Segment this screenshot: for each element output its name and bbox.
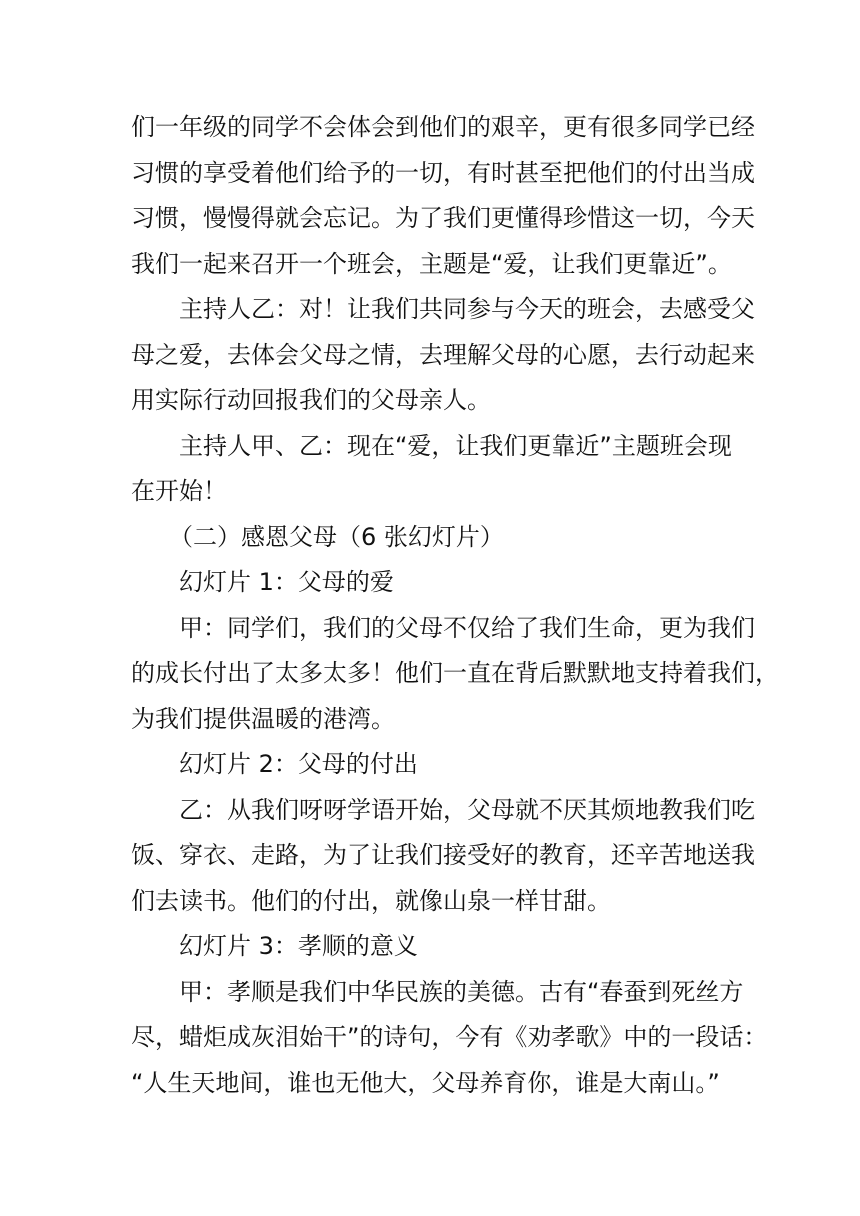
document-body bbox=[131, 105, 779, 1106]
text-line: 习惯的享受着他们给予的一切，有时甚至把他们的付出当成 bbox=[131, 158, 755, 187]
text-line: 饭、穿衣、走路，为了让我们接受好的教育，还辛苦地送我 bbox=[131, 841, 755, 869]
section-heading: （二）感恩父母（6 张幻灯片） bbox=[169, 522, 504, 551]
text-line: 为我们提供温暖的港湾。 bbox=[131, 704, 395, 733]
text-line: 甲：同学们，我们的父母不仅给了我们生命，更为我们 bbox=[179, 613, 755, 642]
text-line: 我们一起来召开一个班会，主题是“爱，让我们更靠近”。 bbox=[131, 249, 732, 278]
slide-heading: 幻灯片 1：父母的爱 bbox=[179, 568, 394, 596]
text-line: 母之爱，去体会父母之情，去理解父母的心愿，去行动起来 bbox=[131, 340, 755, 369]
text-line: 们一年级的同学不会体会到他们的艰辛，更有很多同学已经 bbox=[131, 113, 755, 141]
slide-heading: 幻灯片 3：孝顺的意义 bbox=[179, 932, 418, 960]
text-line: 乙：从我们呀呀学语开始，父母就不厌其烦地教我们吃 bbox=[179, 795, 755, 824]
text-line: 甲：孝顺是我们中华民族的美德。古有“春蚕到死丝方 bbox=[179, 977, 744, 1006]
slide-heading: 幻灯片 2：父母的付出 bbox=[179, 750, 418, 778]
text-line: 在开始！ bbox=[131, 477, 227, 505]
text-line: 尽，蜡炬成灰泪始干”的诗句，今有《劝孝歌》中的一段话： bbox=[131, 1023, 768, 1051]
text-line: 的成长付出了太多太多！他们一直在背后默默地支持着我们， bbox=[131, 659, 779, 687]
text-line: 主持人乙：对！让我们共同参与今天的班会，去感受父 bbox=[179, 295, 755, 323]
text-line: 用实际行动回报我们的父母亲人。 bbox=[131, 386, 491, 414]
text-line: “人生天地间，谁也无他大，父母养育你，谁是大南山。” bbox=[131, 1068, 720, 1097]
text-line: 习惯，慢慢得就会忘记。为了我们更懂得珍惜这一切，今天 bbox=[131, 204, 755, 232]
text-line: 主持人甲、乙：现在“爱，让我们更靠近”主题班会现 bbox=[179, 431, 732, 460]
text-line: 们去读书。他们的付出，就像山泉一样甘甜。 bbox=[131, 886, 611, 915]
